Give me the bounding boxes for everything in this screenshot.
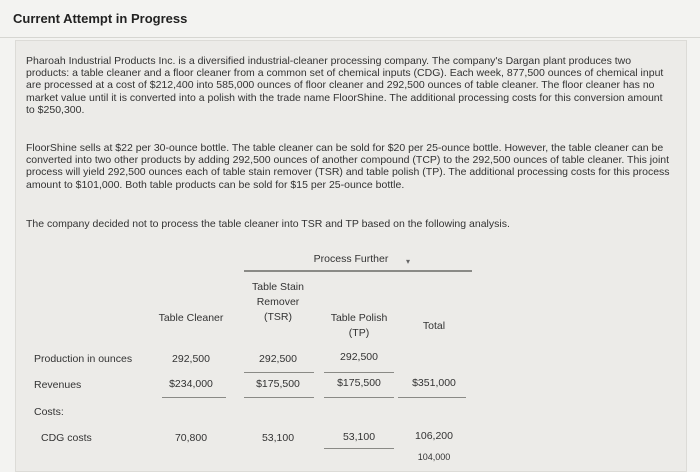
- revenues-tp-underline: [324, 397, 394, 398]
- cdg-tp-underline: [324, 448, 394, 449]
- column-header-tp: Table Polish (TP): [330, 312, 388, 339]
- row-label-costs: Costs:: [34, 406, 64, 418]
- revenues-table-cleaner-underline: [162, 397, 226, 398]
- revenues-tsr-underline: [244, 397, 314, 398]
- row-label-cdg-costs: CDG costs: [41, 432, 92, 444]
- cdg-tsr: 53,100: [261, 432, 295, 444]
- production-tp-underline: [324, 372, 394, 373]
- production-tp: 292,500: [340, 351, 378, 363]
- column-header-table-cleaner: Table Cleaner: [158, 312, 224, 324]
- revenues-tp: $175,500: [337, 377, 381, 389]
- revenues-table-cleaner: $234,000: [169, 378, 213, 390]
- problem-card: [15, 40, 687, 472]
- production-tsr-underline: [244, 372, 314, 373]
- production-tsr: 292,500: [259, 353, 297, 365]
- problem-paragraph-1: Pharoah Industrial Products Inc. is a diversified industrial-cleaner processing company. The company's Dargan plant produces two products: a table cleaner and a floor cleaner from a common set of chemical inputs (CDG). Each week, 877,500 ounces of chemical input are processed at a cost of $212,400 into 585,000 ounces of floor cleaner and 292,500 ounces of table cleaner. The floor cleaner has no market value until it is converted into a polish with the trade name FloorShine. The additional processing costs for this conversion amount to $250,300.: [26, 55, 664, 116]
- production-table-cleaner: 292,500: [172, 353, 210, 365]
- page-header: [0, 0, 700, 38]
- column-header-tsr: Table Stain Remover (TSR): [252, 281, 304, 323]
- cdg-total: 106,200: [415, 430, 453, 442]
- partial-total-value: 104,000: [417, 452, 451, 462]
- problem-paragraph-2: FloorShine sells at $22 per 30-ounce bottle. The table cleaner can be sold for $20 per 25-ounce bottle. However, the table cleaner can be converted into two other products by adding 292,500 ounces of another compound (TCP) to the 292,500 ounces of table cleaner. This joint process will yield 292,500 ounces each of table stain remover (TSR) and table polish (TP). The additional processing costs for this process amount to $101,000. Both table products can be sold for $15 per 25-ounce bottle.: [26, 142, 670, 191]
- revenues-total-underline: [398, 397, 466, 398]
- revenues-total: $351,000: [412, 377, 456, 389]
- row-label-production: Production in ounces: [34, 353, 133, 365]
- cdg-tp: 53,100: [342, 431, 376, 443]
- group-header-rule: [244, 270, 472, 272]
- cdg-table-cleaner: 70,800: [174, 432, 208, 444]
- page-title: Current Attempt in Progress: [13, 11, 188, 26]
- revenues-tsr: $175,500: [256, 378, 300, 390]
- problem-paragraph-3: The company decided not to process the table cleaner into TSR and TP based on the following analysis.: [26, 218, 510, 230]
- row-label-revenues: Revenues: [34, 379, 82, 391]
- process-further-header: Process Further: [313, 253, 389, 265]
- dropdown-caret-icon: ▾: [406, 257, 411, 266]
- column-header-total: Total: [422, 320, 446, 332]
